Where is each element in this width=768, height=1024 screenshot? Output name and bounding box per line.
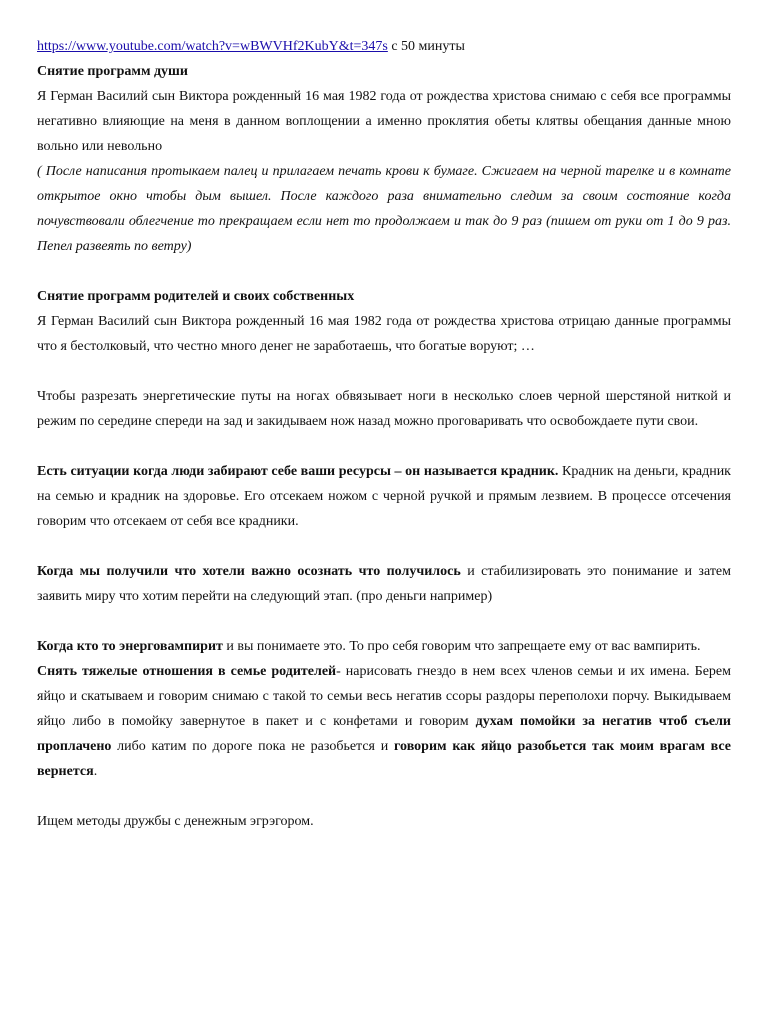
section-heading-parent-programs: Снятие программ родителей и своих собственных bbox=[37, 289, 355, 304]
paragraph-instructions-note: ( После написания протыкаем палец и прилагаем печать крови к бумаге. Сжигаем на черной тарелке и в комнате открытое окно чтобы дым вышел. После каждого раза внимательно следим за своим состояние когда почувствовали облегчение то прекращаем если нет то продолжаем и так до 9 раз (пишем от руки от 1 до 9 раз. Пепел развеять по ветру) bbox=[37, 164, 731, 254]
intro-line bbox=[37, 34, 731, 59]
got-what-wanted-text: и стабилизировать это понимание и затем заявить миру что хотим перейти на следующий этап. (про деньги например) bbox=[37, 564, 732, 604]
section-heading-soul-programs: Снятие программ души bbox=[37, 64, 188, 79]
spacer bbox=[37, 434, 731, 459]
spacer bbox=[37, 259, 731, 284]
family-relations-bold-3: говорим как яйцо разобьется так моим врагам все вернется bbox=[37, 739, 731, 779]
family-relations-text-1: - нарисовать гнездо в нем всех членов семьи и их имена. Берем яйцо и скатываем и говорим снимаю с такой то семьи весь негатив ссоры раздоры переполохи порчу. Выкидываем яйцо либо в помойку завернутое в пакет и с конфетами и говорим bbox=[37, 664, 731, 729]
got-what-wanted-bold: Когда мы получили что хотели важно осознать что получилось bbox=[37, 564, 461, 579]
family-relations-text-3: . bbox=[93, 764, 98, 779]
family-relations-bold-2: духам помойки за негатив чтоб съели проплачено bbox=[37, 714, 731, 754]
paragraph-energy-vampire bbox=[37, 634, 731, 659]
spacer bbox=[37, 784, 731, 809]
spacer bbox=[37, 359, 731, 384]
paragraph-energy-bonds: Чтобы разрезать энергетические путы на ногах обвязывает ноги в несколько слоев черной шерстяной ниткой и режим по середине спереди на зад и закидываем нож назад можно проговаривать что освобождаете пути свои. bbox=[37, 389, 731, 429]
paragraph-family-relations bbox=[37, 659, 731, 784]
paragraph-kradnik bbox=[37, 459, 731, 534]
kradnik-bold: Есть ситуации когда люди забирают себе ваши ресурсы – он называется крадник. bbox=[37, 464, 559, 479]
paragraph-money-egregor: Ищем методы дружбы с денежным эгрэгором. bbox=[37, 814, 314, 829]
paragraph-soul-programs: Я Герман Василий сын Виктора рожденный 16 мая 1982 года от рождества христова снимаю с себя все программы негативно влияющие на меня в данном воплощении а именно проклятия обеты клятвы обещания данные мною вольно или невольно bbox=[37, 89, 731, 154]
paragraph-parent-programs: Я Герман Василий сын Виктора рожденный 16 мая 1982 года от рождества христова отрицаю данные программы что я бестолковый, что честно много денег не заработаешь, что богатые воруют; … bbox=[37, 314, 731, 354]
spacer bbox=[37, 609, 731, 634]
kradnik-text: Крадник на деньги, крадник на семью и крадник на здоровье. Его отсекаем ножом с черной ручкой и прямым лезвием. В процессе отсечения говорим что отсекаем от себя все крадники. bbox=[37, 464, 731, 529]
spacer bbox=[37, 534, 731, 559]
energy-vampire-bold: Когда кто то энерговампирит bbox=[37, 639, 223, 654]
family-relations-text-2: либо катим по дороге пока не разобьется и bbox=[111, 739, 395, 754]
youtube-link[interactable]: https://www.youtube.com/watch?v=wBWVHf2KubY&t=347s bbox=[37, 39, 388, 54]
family-relations-bold-1: Снять тяжелые отношения в семье родителей bbox=[37, 664, 337, 679]
energy-vampire-text: и вы понимаете это. То про себя говорим что запрещаете ему от вас вампирить. bbox=[222, 639, 701, 654]
paragraph-got-what-wanted bbox=[37, 559, 731, 609]
intro-suffix: с 50 минуты bbox=[387, 39, 465, 54]
document-page bbox=[37, 34, 731, 834]
